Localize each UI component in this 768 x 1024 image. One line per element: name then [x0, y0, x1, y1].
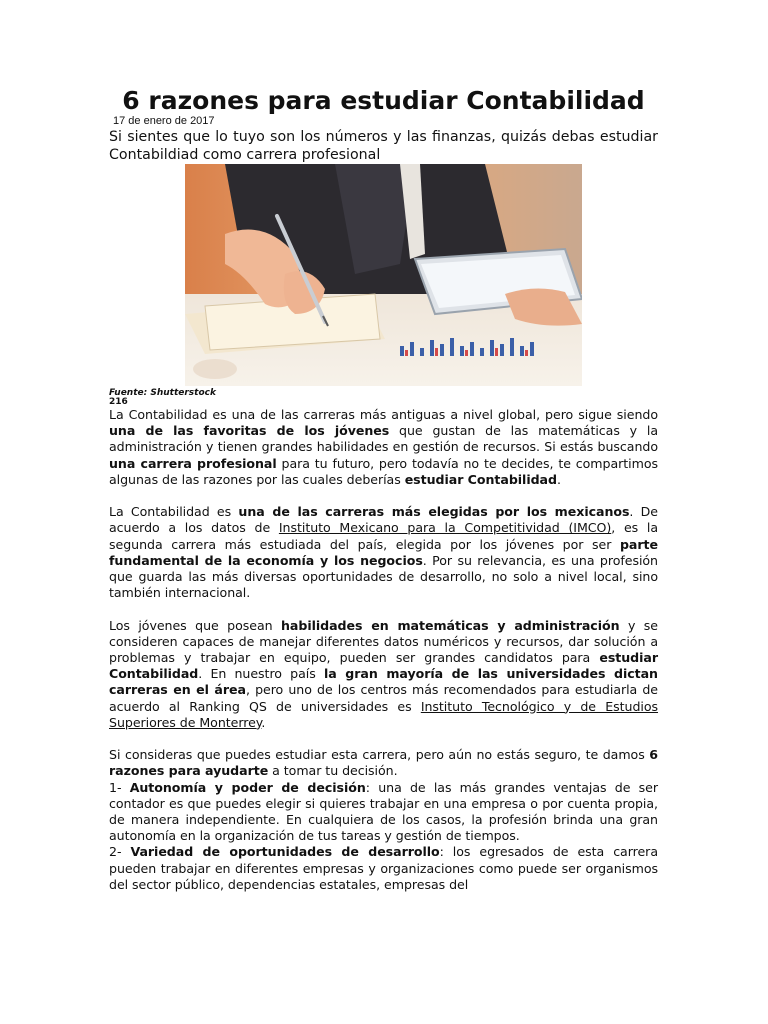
text: .	[556, 471, 561, 487]
photo-caption: Fuente: Shutterstock	[109, 388, 216, 398]
bold-text: estudiar Contabilidad	[109, 650, 658, 682]
bold-text: una carrera profesional	[109, 455, 277, 471]
reason-2	[109, 844, 658, 893]
reason-number: 2-	[109, 844, 131, 860]
bold-text: habilidades en matemáticas y administración	[281, 617, 620, 633]
photo-illustration	[185, 164, 582, 386]
reason-heading: Autonomía y poder de decisión	[129, 779, 366, 795]
bold-text: una de las favoritas de los jóvenes	[109, 423, 390, 439]
text: La Contabilidad es una de las carreras más antiguas a nivel global, pero sigue siendo	[109, 407, 658, 422]
article-lead: Si sientes que lo tuyo son los números y las finanzas, quizás debas estudiar Contabildiad como carrera profesional	[109, 129, 658, 163]
text: .	[261, 714, 266, 730]
text: : una de las más grandes ventajas de ser contador es que puedes elegir si quieres trabajar en una empresa o por cuenta propia, de manera independiente. En cualquiera de los casos, la profesión brinda una gran autonomía en la organización de tus tareas y gestión de tiempos.	[109, 779, 658, 844]
text: . En nuestro país	[198, 666, 324, 682]
text: y se consideren capaces de manejar diferentes datos numéricos y recursos, dar solución a problemas y trabajar en equipo, pueden ser grandes candidatos para	[109, 617, 658, 666]
bold-text: estudiar Contabilidad	[404, 471, 557, 487]
paragraph-3	[109, 618, 658, 731]
bold-text: 6 razones para ayudarte	[109, 747, 658, 779]
text: que gustan de las matemáticas y la administración y tienen grandes habilidades en gestión de recursos. Si estás buscando	[109, 423, 659, 455]
reason-number: 1-	[109, 779, 130, 795]
text: para tu futuro, pero todavía no te decides, te compartimos algunas de las razones por las cuales deberías	[109, 455, 658, 487]
paragraph-1	[109, 407, 658, 488]
text: . Por su relevancia, es una profesión que guarda las más diversas oportunidades de desarrollo, no solo a nivel local, sino también internacional.	[109, 552, 658, 601]
bold-text: parte fundamental de la economía y los negocios	[109, 536, 658, 568]
article-title: 6 razones para estudiar Contabilidad	[122, 86, 645, 115]
text: : los egresados de esta carrera pueden trabajar en diferentes empresas y organizaciones como puede ser organismos del sector público, dependencias estatales, empresas del	[109, 844, 658, 892]
paragraph-4	[109, 747, 658, 779]
reason-heading: Variedad de oportunidades de desarrollo	[130, 844, 440, 860]
bold-text: una de las carreras más elegidas por los mexicanos	[238, 504, 630, 520]
text: , pero uno de los centros más recomendados para estudiarla de acuerdo al Ranking QS de universidades es	[109, 682, 658, 714]
share-count: 216	[109, 397, 128, 407]
bold-text: la gran mayoría de las universidades dictan carreras en el área	[109, 666, 658, 698]
itesm-link[interactable]: Instituto Tecnológico y de Estudios Superiores de Monterrey	[109, 698, 659, 730]
text: , es la segunda carrera más estudiada del país, elegida por los jóvenes por ser	[109, 520, 658, 552]
article-date: 17 de enero de 2017	[113, 115, 215, 127]
imco-link[interactable]: Instituto Mexicano para la Competitividad (IMCO)	[278, 520, 612, 536]
paragraph-2	[109, 504, 658, 601]
text: . De acuerdo a los datos de	[109, 504, 658, 536]
text: Los jóvenes que posean	[109, 617, 281, 633]
text: La Contabilidad es	[109, 504, 239, 520]
article-body	[109, 407, 658, 893]
text: a tomar tu decisión.	[268, 763, 398, 779]
article-photo	[185, 164, 582, 386]
text: Si consideras que puedes estudiar esta carrera, pero aún no estás seguro, te damos	[109, 747, 650, 763]
reason-1	[109, 780, 658, 845]
